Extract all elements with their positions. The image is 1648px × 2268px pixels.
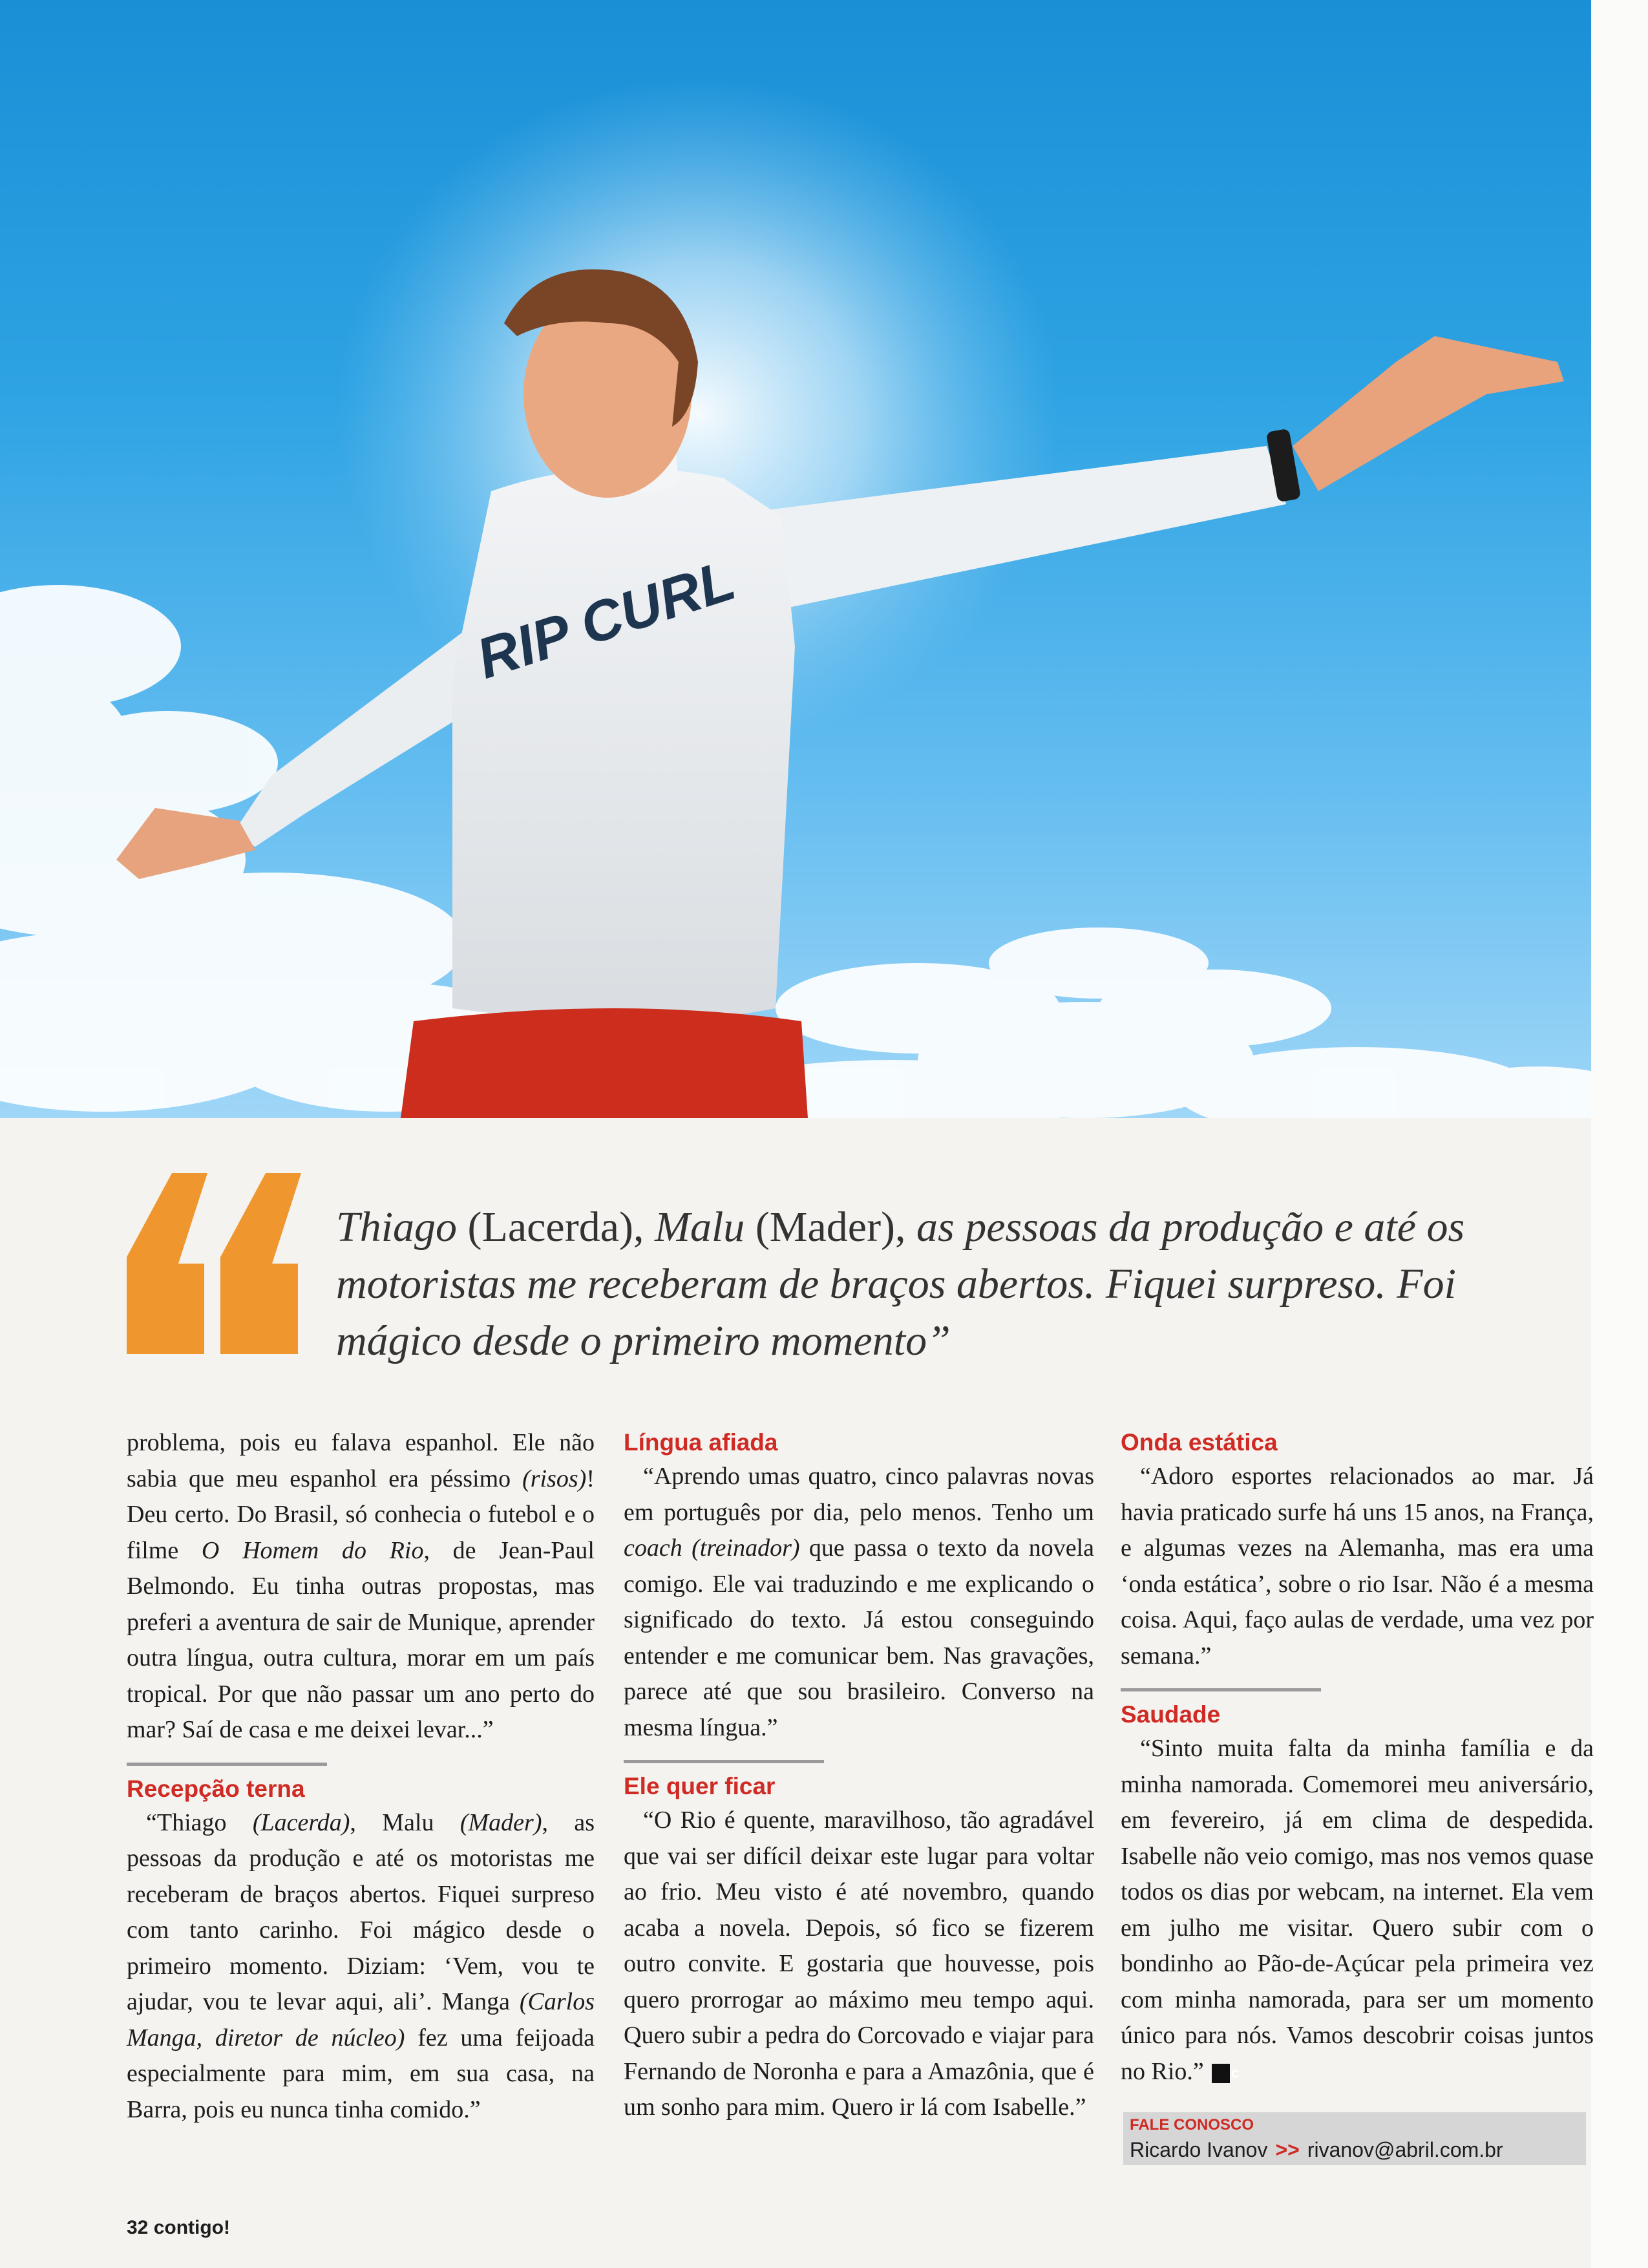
red-shorts	[401, 1008, 808, 1118]
pull-quote-name1: Thiago	[336, 1203, 458, 1251]
column-2	[624, 1425, 1094, 2126]
contact-box	[1123, 2112, 1586, 2165]
pull-quote-name2: Malu	[654, 1203, 745, 1251]
torso	[452, 468, 795, 1021]
end-of-article-icon: c	[1212, 2064, 1230, 2083]
photo-illustration	[0, 0, 1591, 1118]
body-paragraph: “Adoro esportes relacionados ao mar. Já havia praticado surfe há uns 15 anos, na França, e algumas vezes na Alemanha, mas era uma ‘onda estática’, sobre o rio Isar. Não é a mesma coisa. Aqui, faço aulas de verdade, uma vez por semana.”	[1121, 1463, 1594, 1669]
shirt-logo: RIP CURL	[469, 547, 743, 691]
body-paragraph: “Thiago (Lacerda), Malu (Mader), as pessoas da produção e até os motoristas me receberam de braços abertos. Fiquei surpreso com tanto carinho. Foi mágico desde o primeiro momento. Diziam: ‘Vem, vou te ajudar, vou te levar aqui, ali’. Manga (Carlos Manga, diretor de núcleo) fez uma feijoada especialmente para mim, em sua casa, na Barra, pois eu nunca tinha comido.”	[127, 1808, 595, 2123]
contact-line	[1130, 2138, 1503, 2162]
page-edge	[1591, 0, 1648, 2268]
contact-name: Ricardo Ivanov	[1130, 2138, 1268, 2161]
subhead-lingua-afiada: Língua afiada	[624, 1429, 778, 1456]
arrows-icon: >>	[1275, 2138, 1300, 2161]
contact-email-link[interactable]: rivanov@abril.com.br	[1307, 2138, 1503, 2161]
body-paragraph: “Aprendo umas quatro, cinco palavras novas em português por dia, pelo menos. Tenho um coach (treinador) que passa o texto da novela comigo. Ele vai traduzindo e me explicando o significado do texto. Já estou conseguindo entender e me comunicar bem. Nas gravações, parece até que sou brasileiro. Converso na mesma língua.”	[624, 1463, 1094, 1741]
pull-quote	[336, 1199, 1467, 1370]
subhead-saudade: Saudade	[1121, 1688, 1594, 1731]
subhead-recepcao-terna: Recepção terna	[127, 1763, 595, 1805]
pull-quote-rest: as pessoas da produção e até os motoristas me receberam de braços abertos. Fiquei surpreso. Foi mágico desde o primeiro momento”	[336, 1203, 1465, 1364]
body-paragraph: “O Rio é quente, maravilhoso, tão agradável que vai ser difícil deixar este lugar para voltar ao frio. Meu visto é até novembro, quando acaba a novela. Depois, só fico se fizerem outro convite. E gostaria que houvesse, pois quero prorrogar ao máximo meu tempo aqui. Quero subir a pedra do Corcovado e viajar para Fernando de Noronha e para a Amazônia, que é um sonho para mim. Quero ir lá com Isabelle.”	[624, 1807, 1094, 2121]
contact-label: FALE CONOSCO	[1130, 2116, 1254, 2134]
column-1	[127, 1425, 595, 2128]
column-3	[1121, 1425, 1594, 2090]
hero-photo	[0, 0, 1591, 1118]
subhead-onda-estatica: Onda estática	[1121, 1429, 1278, 1456]
pull-quote-surname2: (Mader),	[745, 1203, 917, 1251]
opening-quote-icon	[127, 1173, 301, 1354]
photo-credit-link[interactable]	[1539, 637, 1578, 1089]
body-paragraph: problema, pois eu falava espanhol. Ele não sabia que meu espanhol era péssimo (risos)! Deu certo. Do Brasil, só conhecia o futebol e o filme O Homem do Rio, de Jean-Paul Belmondo. Eu tinha outras propostas, mas preferi a aventura de sair de Munique, aprender outra língua, outra cultura, morar em um país tropical. Por que não passar um ano perto do mar? Saí de casa e me deixei levar...”	[127, 1429, 595, 1743]
page-folio: 32 contigo!	[127, 2217, 231, 2238]
pull-quote-surname1: (Lacerda),	[457, 1203, 655, 1251]
body-paragraph: “Sinto muita falta da minha família e da minha namorada. Comemorei meu aniversário, em fevereiro, já em clima de despedida. Isabelle não veio comigo, mas nos vemos quase todos os dias por webcam, na internet. Ela vem em julho me visitar. Quero subir com o bondinho ao Pão-de-Açúcar pela primeira vez com minha namorada, para ser um momento único para nós. Vamos descobrir coisas juntos no Rio.” c	[1121, 1735, 1594, 2085]
subhead-ele-quer-ficar: Ele quer ficar	[624, 1760, 1094, 1803]
right-hand	[1293, 336, 1564, 491]
